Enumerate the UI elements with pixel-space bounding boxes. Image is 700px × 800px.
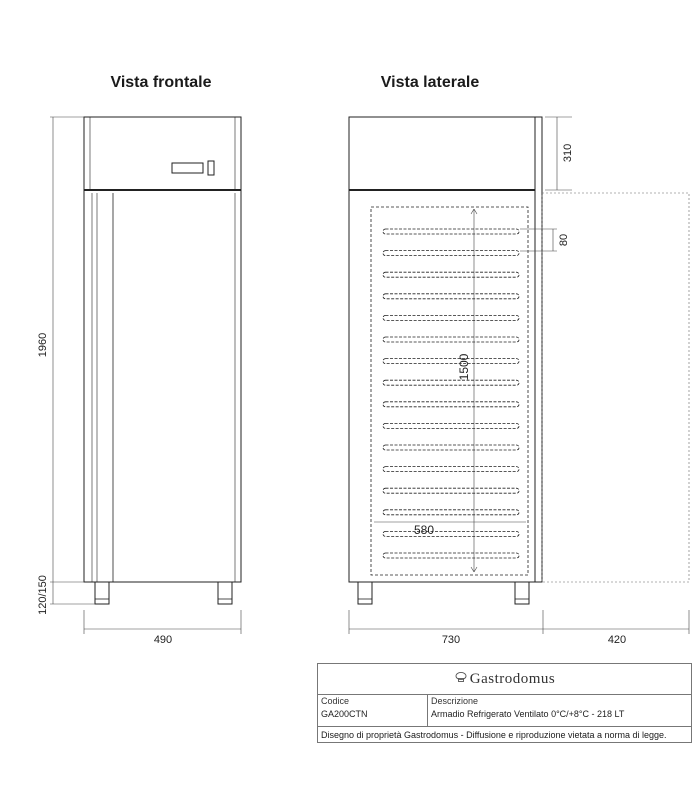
- shelf-guide: [383, 402, 519, 407]
- shelf-guide: [383, 488, 519, 493]
- dim-side-depth: 730: [441, 634, 461, 646]
- ownership-notice: Disegno di proprietà Gastrodomus - Diffusione e riproduzione vietata a norma di legge.: [321, 730, 667, 740]
- dim-shelf-spacing: 80: [558, 233, 570, 247]
- shelf-guide: [383, 531, 519, 536]
- front-dimensions: [50, 117, 241, 634]
- dim-interior-height: 1500: [457, 353, 471, 381]
- control-switch: [208, 161, 214, 175]
- chef-hat-logo-icon: [454, 670, 468, 684]
- control-display: [172, 163, 203, 173]
- side-foot-left: [358, 582, 372, 604]
- dim-interior-depth: 580: [413, 523, 435, 537]
- code-label: Codice: [321, 696, 350, 706]
- shelf-guide: [383, 272, 519, 277]
- code-value: GA200CTN: [321, 709, 368, 719]
- brand-header: [318, 664, 691, 695]
- front-cabinet-body: [84, 117, 241, 582]
- code-cell: [318, 695, 428, 726]
- description-label: Descrizione: [431, 696, 479, 706]
- side-cabinet-body: [349, 117, 535, 582]
- title-block: [317, 663, 692, 743]
- shelf-guide: [383, 229, 519, 234]
- front-view: [84, 117, 241, 604]
- side-door-profile: [535, 117, 542, 582]
- shelf-guide: [383, 380, 519, 385]
- front-foot-left: [95, 582, 109, 604]
- description-value: Armadio Refrigerato Ventilato 0°C/+8°C - 218 LT: [431, 709, 625, 719]
- code-description-row: [318, 695, 691, 727]
- side-interior-area: [371, 207, 528, 575]
- dim-feet-height: 120/150: [37, 575, 49, 615]
- dim-front-width: 490: [153, 634, 173, 646]
- shelves-group: [383, 229, 519, 558]
- brand-name: Gastrodomus: [469, 670, 556, 687]
- dim-total-height: 1960: [37, 332, 49, 358]
- shelf-guide: [383, 337, 519, 342]
- shelf-guide: [383, 553, 519, 558]
- shelf-guide: [383, 251, 519, 256]
- shelf-guide: [383, 359, 519, 364]
- description-cell: [428, 695, 691, 726]
- side-view-title: Vista laterale: [380, 74, 480, 91]
- shelf-guide: [383, 510, 519, 515]
- shelf-guide: [383, 294, 519, 299]
- shelf-guide: [383, 423, 519, 428]
- shelf-guide: [383, 467, 519, 472]
- dim-door-clearance: 420: [607, 634, 627, 646]
- dim-top-height: 310: [562, 143, 574, 163]
- door-swing-clearance: [542, 193, 689, 582]
- front-foot-right: [218, 582, 232, 604]
- side-foot-right: [515, 582, 529, 604]
- front-view-title: Vista frontale: [110, 74, 212, 91]
- shelf-guide: [383, 315, 519, 320]
- shelf-guide: [383, 445, 519, 450]
- side-view: [349, 117, 689, 604]
